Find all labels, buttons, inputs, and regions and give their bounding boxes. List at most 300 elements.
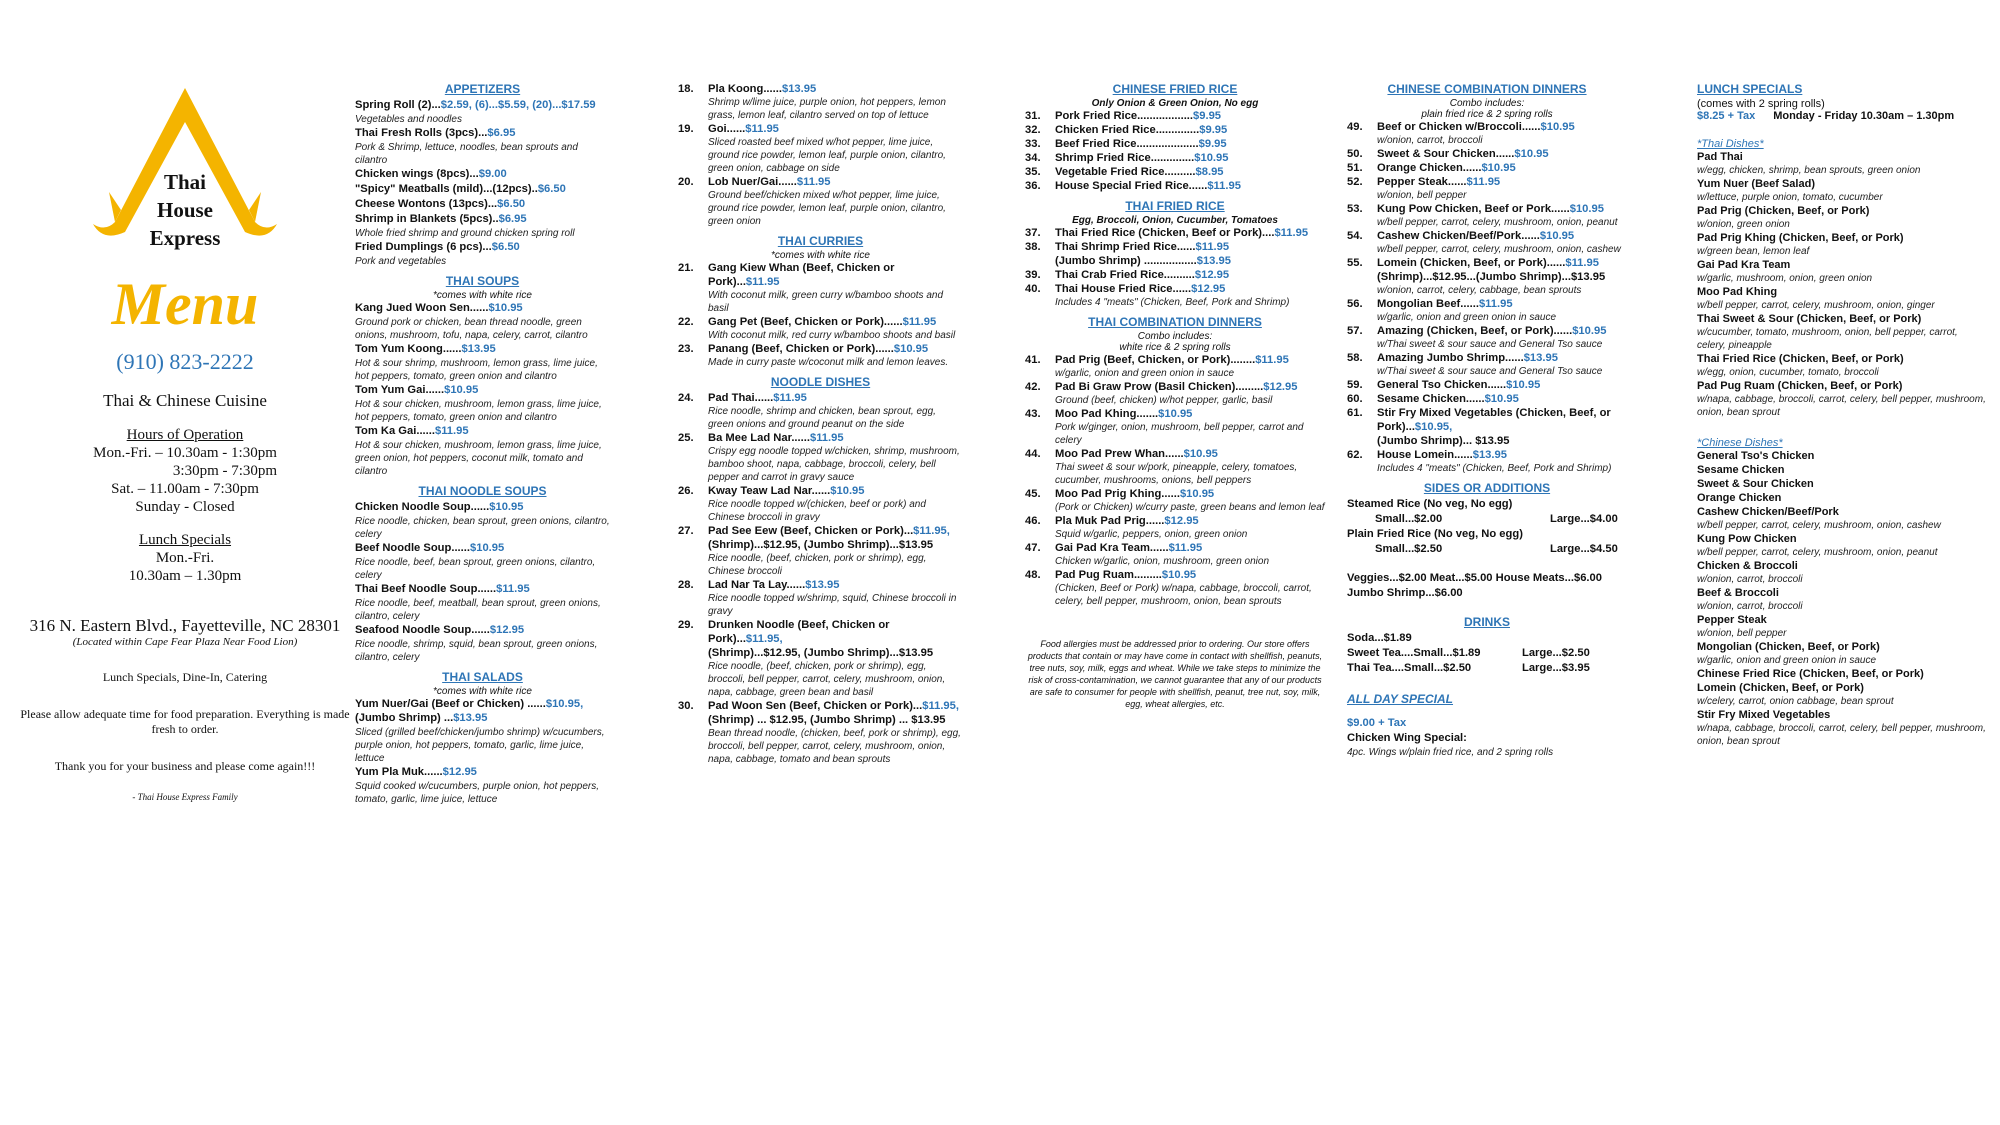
item-body	[1377, 202, 1627, 229]
section-title: SIDES OR ADDITIONS	[1423, 481, 1551, 495]
item-name: Beef Fried Rice....................	[1055, 138, 1199, 150]
all-day-price: $9.00 + Tax	[1347, 717, 1407, 729]
drink-row	[1347, 631, 1627, 646]
item-desc: Rice noodle, beef, meatball, bean sprout, green onions, cilantro, celery	[355, 598, 601, 622]
item-name: Vegetable Fried Rice..........	[1055, 166, 1196, 178]
item-name: Yum Pla Muk......	[355, 766, 443, 778]
item-line	[1377, 256, 1627, 270]
drink-label: Soda...$1.89	[1347, 632, 1412, 644]
hours-line: 3:30pm - 7:30pm	[172, 463, 278, 479]
menu-item	[355, 182, 610, 196]
item-name: Amazing Jumbo Shrimp......	[1377, 352, 1524, 364]
dish-name: Sesame Chicken	[1697, 464, 1785, 476]
item-body	[1377, 120, 1627, 147]
item-name: Moo Pad Prew Whan......	[1055, 448, 1184, 460]
item-number: 50.	[1347, 148, 1363, 160]
item-price: $11.95	[745, 123, 779, 135]
menu-item	[1347, 175, 1627, 202]
hours-title: Hours of Operation	[126, 427, 244, 443]
item-price: $11.95	[796, 176, 831, 188]
lunch-price: $8.25 + Tax	[1697, 110, 1756, 122]
dish-name: Pepper Steak	[1697, 614, 1767, 626]
item-body	[1377, 406, 1627, 448]
item-body	[1377, 448, 1627, 475]
menu-item	[1347, 324, 1627, 351]
item-name: Cheese Wontons (13pcs)...	[355, 198, 498, 210]
item-price: $10.95	[488, 302, 523, 314]
item-desc: With coconut milk, green curry w/bamboo shoots and basil	[708, 290, 944, 314]
item-price: $13.95	[805, 579, 840, 591]
thai-fried-rice-list	[1025, 226, 1325, 309]
item-line	[1055, 165, 1325, 179]
section-title: CHINESE COMBINATION DINNERS	[1387, 82, 1587, 96]
salads-continued-list	[678, 82, 963, 228]
item-number: 42.	[1025, 381, 1041, 393]
section-title: NOODLE DISHES	[770, 375, 871, 389]
item-desc: Rice noodle topped w/shrimp, squid, Chinese broccoli in gravy	[708, 593, 957, 617]
noodle-soups-list	[355, 500, 610, 664]
item-desc: w/bell pepper, carrot, celery, mushroom, onion, peanut	[1377, 217, 1618, 228]
menu-item	[678, 175, 963, 228]
item-extra: (Shrimp)...$12.95...(Jumbo Shrimp)...$13.95	[1377, 271, 1606, 283]
menu-item	[355, 98, 610, 112]
section-title: THAI SOUPS	[445, 274, 520, 288]
item-number: 33.	[1025, 138, 1041, 150]
menu-column-5	[1697, 82, 1987, 748]
item-number: 40.	[1025, 283, 1041, 295]
menu-item	[1025, 137, 1325, 151]
item-desc: (Chicken, Beef or Pork) w/napa, cabbage, broccoli, carrot, celery, bell pepper, mushroom, onion, bean sprouts	[1055, 583, 1312, 607]
dish-name: Lomein (Chicken, Beef, or Pork)	[1697, 682, 1864, 694]
location-note: (Located within Cape Fear Plaza Near Food Lion)	[72, 636, 298, 648]
item-price: $9.95	[1199, 124, 1228, 136]
thanks-note: Thank you for your business and please come again!!!	[54, 759, 316, 773]
item-name: Chicken Noodle Soup......	[355, 501, 490, 513]
item-number: 52.	[1347, 176, 1363, 188]
item-price: $11.95	[1466, 176, 1501, 188]
item-name: Pad See Eew (Beef, Chicken or Pork)...	[708, 525, 914, 537]
item-number: 31.	[1025, 110, 1041, 122]
item-price: $10.95,	[545, 698, 584, 710]
item-price: $10.95	[470, 542, 505, 554]
chinese-lunch-list	[1697, 449, 1987, 748]
item-name: Shrimp Fried Rice..............	[1055, 152, 1195, 164]
item-desc: w/garlic, onion and green onion in sauce	[1377, 312, 1557, 323]
menu-item	[678, 524, 963, 578]
item-desc: Hot & sour shrimp, mushroom, lemon grass, lime juice, hot peppers, tomato, green onion and cilantro	[355, 358, 598, 382]
menu-item	[355, 623, 610, 637]
item-desc: w/bell pepper, carrot, celery, mushroom, onion, cashew	[1377, 244, 1621, 255]
item-price: $11.95	[902, 316, 937, 328]
section-title: LUNCH SPECIALS	[1697, 82, 1803, 96]
item-body	[1055, 514, 1325, 541]
item-name: Panang (Beef, Chicken or Pork)......	[708, 343, 894, 355]
item-price: $10.95	[830, 485, 865, 497]
menu-column-2	[678, 82, 963, 766]
phone-number[interactable]: (910) 823-2222	[116, 349, 254, 374]
services: Lunch Specials, Dine-In, Catering	[102, 670, 268, 684]
item-price: $6.95	[498, 213, 527, 225]
item-price: $10.95	[1158, 408, 1193, 420]
item-name: Chicken Fried Rice..............	[1055, 124, 1200, 136]
hours-line: Sat. – 11.00am - 7:30pm	[111, 481, 259, 497]
item-name: Amazing (Chicken, Beef, or Pork)......	[1377, 325, 1573, 337]
dish-name: Cashew Chicken/Beef/Pork	[1697, 506, 1839, 518]
item-body	[708, 315, 963, 342]
item-line	[1055, 123, 1325, 137]
item-name: Pork Fried Rice..................	[1055, 110, 1194, 122]
menu-item	[1025, 123, 1325, 137]
dish-name: Kung Pow Chicken	[1697, 533, 1797, 545]
menu-item	[355, 697, 610, 725]
dish-name: Beef & Broccoli	[1697, 587, 1779, 599]
item-name: Pad Pug Ruam.........	[1055, 569, 1162, 581]
item-number: 34.	[1025, 152, 1041, 164]
item-line	[1055, 240, 1325, 254]
item-name: Goi......	[708, 123, 746, 135]
item-body	[1377, 161, 1627, 175]
item-price: $10.95	[1179, 488, 1215, 500]
item-line	[708, 82, 963, 96]
item-name: Shrimp in Blankets (5pcs)..	[355, 213, 499, 225]
section-title: APPETIZERS	[444, 82, 521, 96]
item-number: 44.	[1025, 448, 1041, 460]
item-body	[1377, 378, 1627, 392]
item-line	[1055, 109, 1325, 123]
dish-name: Orange Chicken	[1697, 492, 1782, 504]
item-price: $10.95	[1514, 148, 1549, 160]
item-line	[708, 524, 963, 538]
item-line	[708, 261, 963, 289]
item-desc: Sliced (grilled beef/chicken/jumbo shrimp) w/cucumbers, purple onion, hot peppers, tomato, garlic, lime juice, lettuce	[355, 727, 605, 764]
drink-row	[1347, 661, 1627, 676]
item-name: "Spicy" Meatballs (mild)...(12pcs)..	[355, 183, 538, 195]
item-name: Thai Fresh Rolls (3pcs)...	[355, 127, 488, 139]
item-price: $10.95	[489, 501, 524, 513]
prep-note: Please allow adequate time for food preparation. Everything is made fresh to order.	[20, 707, 350, 736]
item-number: 57.	[1347, 325, 1363, 337]
menu-item	[678, 342, 963, 369]
item-number: 35.	[1025, 166, 1041, 178]
item-desc: Includes 4 "meats" (Chicken, Beef, Pork and Shrimp)	[1055, 297, 1290, 308]
item-desc: Rice noodle, shrimp and chicken, bean sprout, egg, green onions and ground peanut on the side	[708, 406, 936, 430]
item-name: Thai House Fried Rice......	[1055, 283, 1192, 295]
menu-title: Menu	[111, 271, 259, 337]
menu-item	[678, 391, 963, 431]
item-name: Tom Yum Koong......	[355, 343, 462, 355]
item-price: $10.95	[1539, 230, 1575, 242]
item-number: 48.	[1025, 569, 1041, 581]
section-note: *comes with white rice	[771, 250, 870, 261]
item-line	[1377, 448, 1627, 462]
menu-item	[678, 261, 963, 315]
item-name: Thai Fried Rice (Chicken, Beef or Pork)....	[1055, 227, 1275, 239]
item-number: 59.	[1347, 379, 1363, 391]
menu-item	[1025, 268, 1325, 282]
item-number: 45.	[1025, 488, 1041, 500]
item-price: $2.59, (6)...$5.59, (20)...$17.59	[440, 99, 596, 111]
menu-item	[1347, 120, 1627, 147]
item-line	[708, 431, 963, 445]
menu-item	[1025, 282, 1325, 309]
noodle-dishes-list	[678, 391, 963, 766]
item-extra: (Shrimp) ... $12.95, (Jumbo Shrimp) ... $13.95	[708, 714, 946, 726]
dish-name: Thai Fried Rice (Chicken, Beef, or Pork)	[1697, 353, 1904, 365]
address: 316 N. Eastern Blvd., Fayetteville, NC 28301	[29, 616, 341, 635]
menu-item	[355, 240, 610, 254]
item-line	[1377, 120, 1627, 134]
item-line	[1055, 541, 1325, 555]
item-price: $12.95	[1194, 269, 1230, 281]
item-number: 61.	[1347, 407, 1363, 419]
item-number: 41.	[1025, 354, 1041, 366]
dish-name: Pad Pug Ruam (Chicken, Beef, or Pork)	[1697, 380, 1903, 392]
item-price: $6.50	[497, 198, 526, 210]
dish-desc: w/cucumber, tomato, mushroom, onion, bell pepper, carrot, celery, pineapple	[1697, 327, 1958, 351]
item-line	[1055, 179, 1325, 193]
hours-line: Sunday - Closed	[135, 499, 235, 515]
item-price: $12.95	[1263, 381, 1298, 393]
lunch-days: Mon.-Fri.	[155, 550, 215, 566]
item-name: Orange Chicken......	[1377, 162, 1482, 174]
item-body	[708, 82, 963, 122]
menu-item	[1347, 392, 1627, 406]
item-line	[1055, 268, 1325, 282]
item-line	[1377, 161, 1627, 175]
item-body	[1377, 297, 1627, 324]
item-number: 26.	[678, 485, 694, 497]
item-price: $11.95	[1195, 241, 1230, 253]
section-note: Only Onion & Green Onion, No egg	[1091, 98, 1259, 109]
appetizers-list	[355, 98, 610, 268]
item-desc: Squid cooked w/cucumbers, purple onion, hot peppers, tomato, garlic, lime juice, lettuce	[355, 781, 600, 805]
item-price: $10.95	[1161, 569, 1197, 581]
item-desc: Rice noodle, beef, bean sprout, green onions, cilantro, celery	[355, 557, 596, 581]
item-line	[1377, 297, 1627, 311]
item-price: $8.95	[1195, 166, 1224, 178]
item-body	[708, 342, 963, 369]
dish-desc: w/garlic, onion and green onion in sauce	[1697, 655, 1877, 666]
extras-line: Veggies...$2.00 Meat...$5.00 House Meats...$6.00	[1347, 572, 1602, 584]
item-desc: w/onion, carrot, celery, cabbage, bean sprouts	[1377, 285, 1582, 296]
item-price: $11.95,	[745, 633, 783, 645]
brand-line-2: House	[156, 198, 213, 222]
item-body	[1055, 137, 1325, 151]
dish-name: Moo Pad Khing	[1697, 286, 1778, 298]
item-number: 28.	[678, 579, 694, 591]
item-name: General Tso Chicken......	[1377, 379, 1507, 391]
lunch-hours: 10.30am – 1.30pm	[128, 568, 242, 584]
signature: - Thai House Express Family	[132, 792, 238, 802]
item-price: $11.95	[1168, 542, 1203, 554]
dish-name: Mongolian (Chicken, Beef, or Pork)	[1697, 641, 1880, 653]
item-number: 37.	[1025, 227, 1041, 239]
info-column	[20, 82, 350, 802]
menu-item	[355, 424, 610, 438]
item-name: Pla Muk Pad Prig......	[1055, 515, 1165, 527]
item-price: $11.95	[1207, 180, 1241, 192]
menu-item	[1347, 351, 1627, 378]
item-name: Thai Beef Noodle Soup......	[355, 583, 497, 595]
item-line	[1055, 282, 1325, 296]
item-desc: Ground beef/chicken mixed w/hot pepper, lime juice, ground rice powder, lemon leaf, purple onion, cilantro, green onion	[708, 190, 946, 227]
item-desc: Rice noodle, (beef, chicken, pork or shrimp), egg, Chinese broccoli	[708, 553, 927, 577]
item-desc: Rice noodle, shrimp, squid, bean sprout, green onions, cilantro, celery	[355, 639, 598, 663]
item-price: $11.95	[1274, 227, 1309, 239]
menu-item	[355, 383, 610, 397]
brand-line-3: Express	[149, 226, 221, 250]
side-large: Large...$4.00	[1550, 513, 1618, 525]
dish-desc: w/onion, carrot, broccoli	[1697, 574, 1803, 585]
item-name: Chicken wings (8pcs)...	[355, 168, 479, 180]
menu-item	[1347, 256, 1627, 297]
side-small: Small...$2.00	[1375, 513, 1443, 525]
all-day-desc: 4pc. Wings w/plain fried rice, and 2 spring rolls	[1347, 747, 1554, 758]
menu-item	[355, 126, 610, 140]
item-number: 20.	[678, 176, 694, 188]
item-price: $6.50	[537, 183, 566, 195]
item-body	[1055, 268, 1325, 282]
menu-column-3	[1025, 82, 1325, 710]
cuisine-type: Thai & Chinese Cuisine	[103, 391, 267, 410]
dish-desc: w/onion, green onion	[1697, 219, 1790, 230]
sides-list	[1347, 497, 1627, 557]
item-desc: Pork w/ginger, onion, mushroom, bell pepper, carrot and celery	[1055, 422, 1304, 446]
item-desc: Bean thread noodle, (chicken, beef, pork or shrimp), egg, broccoli, bell pepper, carrot, celery, mushroom, onion, napa, cabbage, tomato and bean sprouts	[708, 728, 961, 765]
item-desc: Pork and vegetables	[355, 256, 447, 267]
dish-name: General Tso's Chicken	[1697, 450, 1815, 462]
item-price: $11.95	[496, 583, 530, 595]
side-prices	[1347, 542, 1627, 557]
item-desc: Vegetables and noodles	[355, 114, 462, 125]
lunch-sub: (comes with 2 spring rolls)	[1697, 98, 1825, 110]
item-line	[708, 699, 963, 713]
item-body	[1055, 487, 1325, 514]
menu-item	[1025, 254, 1325, 268]
thai-combination-list	[1025, 353, 1325, 608]
item-name: Spring Roll (2)...	[355, 99, 441, 111]
item-name: Gang Kiew Whan (Beef, Chicken or Pork)...	[708, 262, 895, 288]
item-price: $9.95	[1198, 138, 1227, 150]
side-large: Large...$4.50	[1550, 543, 1618, 555]
item-line	[1055, 447, 1325, 461]
item-body	[708, 431, 963, 484]
menu-item	[355, 342, 610, 356]
item-desc: Thai sweet & sour w/pork, pineapple, celery, tomatoes, cucumber, mushrooms, onions, bell peppers	[1055, 462, 1298, 486]
dish-name: Sweet & Sour Chicken	[1697, 478, 1814, 490]
dish-desc: w/onion, bell pepper	[1697, 628, 1787, 639]
dish-desc: w/celery, carrot, onion cabbage, bean sprout	[1697, 696, 1894, 707]
drink-row	[1347, 646, 1627, 661]
item-body	[708, 524, 963, 578]
dish-name: Yum Nuer (Beef Salad)	[1697, 178, 1815, 190]
item-desc: With coconut milk, red curry w/bamboo shoots and basil	[708, 330, 956, 341]
side-label: Plain Fried Rice (No veg, No egg)	[1347, 528, 1523, 540]
item-name: Lad Nar Ta Lay......	[708, 579, 806, 591]
section-note: *comes with white rice	[433, 686, 532, 697]
menu-item	[678, 618, 963, 699]
item-name: (Jumbo Shrimp) ...	[355, 712, 454, 724]
item-desc: Ground pork or chicken, bean thread noodle, green onions, mushroom, tofu, napa, celery, carrot, cilantro	[355, 317, 588, 341]
item-price: $13.95	[781, 83, 817, 95]
item-line	[1377, 324, 1627, 338]
item-name: Lomein (Chicken, Beef, or Pork)......	[1377, 257, 1566, 269]
item-price: $12.95	[1164, 515, 1199, 527]
item-line	[1377, 147, 1627, 161]
menu-item	[678, 699, 963, 766]
menu-item	[1025, 165, 1325, 179]
item-number: 56.	[1347, 298, 1363, 310]
section-title: THAI SALADS	[442, 670, 523, 684]
item-price: $11.95,	[922, 700, 959, 712]
menu-item	[678, 578, 963, 618]
item-name: Moo Pad Prig Khing......	[1055, 488, 1180, 500]
section-title: THAI FRIED RICE	[1125, 199, 1225, 213]
dish-name: Thai Sweet & Sour (Chicken, Beef, or Pork)	[1697, 313, 1922, 325]
item-line	[708, 578, 963, 592]
item-extra: (Shrimp)...$12.95, (Jumbo Shrimp)...$13.95	[708, 647, 934, 659]
item-body	[708, 261, 963, 315]
item-number: 54.	[1347, 230, 1363, 242]
item-price: $10.95	[1481, 162, 1516, 174]
menu-item	[1025, 240, 1325, 254]
menu-item	[1347, 229, 1627, 256]
dish-name: Pad Prig (Chicken, Beef, or Pork)	[1697, 205, 1870, 217]
item-name: Pepper Steak......	[1377, 176, 1467, 188]
side-label: Steamed Rice (No veg, No egg)	[1347, 498, 1513, 510]
item-number: 23.	[678, 343, 694, 355]
item-desc: w/Thai sweet & sour sauce and General Tso sauce	[1377, 339, 1603, 350]
item-line	[1377, 229, 1627, 243]
item-body	[1377, 147, 1627, 161]
item-body	[708, 391, 963, 431]
item-name: Tom Yum Gai......	[355, 384, 445, 396]
item-desc: Shrimp w/lime juice, purple onion, hot peppers, lemon grass, lemon leaf, cilantro served on top of lettuce	[708, 97, 946, 121]
item-body	[1055, 541, 1325, 568]
drink-large: Large...$2.50	[1522, 647, 1590, 659]
item-line	[1377, 351, 1627, 365]
item-price: $11.95	[1255, 354, 1289, 366]
item-desc: Made in curry paste w/coconut milk and lemon leaves.	[708, 357, 949, 368]
dish-name: Chinese Fried Rice (Chicken, Beef, or Pork)	[1697, 668, 1924, 680]
item-name: Thai Shrimp Fried Rice......	[1055, 241, 1196, 253]
dish-desc: w/egg, onion, cucumber, tomato, broccoli	[1697, 367, 1879, 378]
item-name: Fried Dumplings (6 pcs)...	[355, 241, 492, 253]
item-price: $10.95	[444, 384, 479, 396]
item-number: 58.	[1347, 352, 1363, 364]
item-number: 21.	[678, 262, 694, 274]
item-desc: Squid w/garlic, peppers, onion, green onion	[1055, 529, 1248, 540]
dish-desc: w/napa, cabbage, broccoli, carrot, celery, bell pepper, mushroom, onion, bean sprout	[1697, 723, 1986, 747]
item-body	[1055, 226, 1325, 240]
item-desc: Ground (beef, chicken) w/hot pepper, garlic, basil	[1055, 395, 1273, 406]
dish-desc: w/bell pepper, carrot, celery, mushroom, onion, peanut	[1697, 547, 1938, 558]
side-prices	[1347, 512, 1627, 527]
dish-name: Chicken & Broccoli	[1697, 560, 1798, 572]
item-name: Ba Mee Lad Nar......	[708, 432, 810, 444]
item-name: Beef or Chicken w/Broccoli......	[1377, 121, 1541, 133]
item-name: Cashew Chicken/Beef/Pork......	[1377, 230, 1540, 242]
dish-desc: w/bell pepper, carrot, celery, mushroom, onion, cashew	[1697, 520, 1941, 531]
item-body	[1055, 282, 1325, 309]
item-name: Beef Noodle Soup......	[355, 542, 470, 554]
item-number: 60.	[1347, 393, 1363, 405]
item-price: $11.95	[434, 425, 469, 437]
item-number: 24.	[678, 392, 694, 404]
item-price: $11.95	[1478, 298, 1513, 310]
dish-name: Stir Fry Mixed Vegetables	[1697, 709, 1831, 721]
item-number: 53.	[1347, 203, 1363, 215]
